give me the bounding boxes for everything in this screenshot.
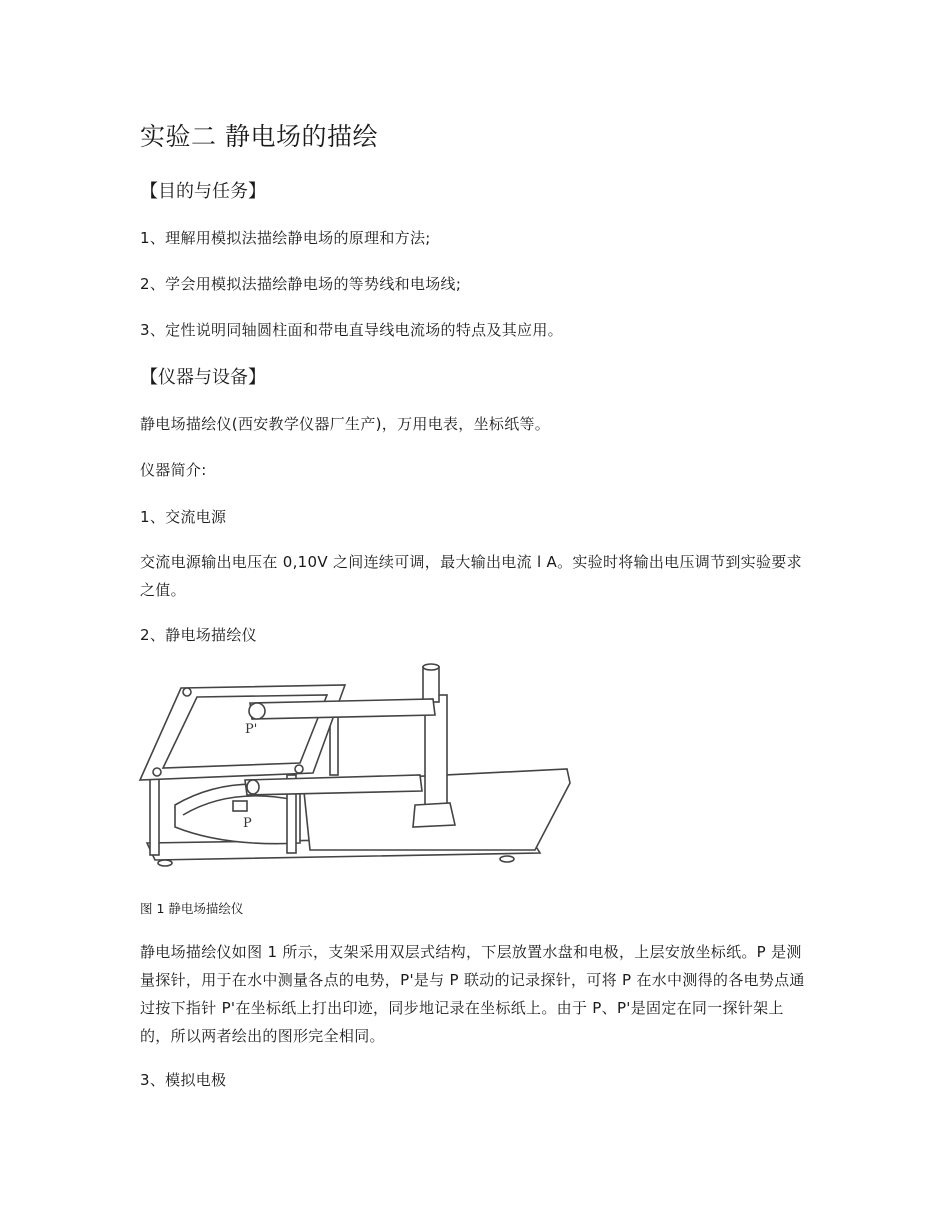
- item-2-text: 静电场描绘仪如图 1 所示，支架采用双层式结构，下层放置水盘和电极，上层安放坐标纸。P 是测量探针，用于在水中测量各点的电势，P'是与 P 联动的记录探针，可将 P 在水中测得的各电势点通过按下指针 P'在坐标纸上打出印迹，同步地记录在坐标纸上。由于 P、P'是固定在同一探针架上的，所以两者绘出的图形完全相同。: [140, 943, 805, 1045]
- intro-label: 仪器简介:: [140, 461, 207, 479]
- upper-probe-holder: [249, 703, 265, 719]
- column-knob: [423, 667, 439, 702]
- equipment-text: 静电场描绘仪(西安教学仪器厂生产)，万用电表，坐标纸等。: [140, 415, 551, 433]
- purpose-item-2: 2、学会用模拟法描绘静电场的等势线和电场线;: [140, 275, 462, 293]
- frame-screw: [153, 768, 161, 776]
- apparatus-figure: [135, 655, 580, 880]
- frame-screw: [295, 765, 303, 773]
- item-3-title: 3、模拟电极: [140, 1071, 227, 1089]
- upper-probe-arm: [250, 699, 435, 719]
- item-2-title: 2、静电场描绘仪: [140, 626, 257, 644]
- lower-probe-arm: [245, 775, 422, 795]
- probe-label-upper: P': [245, 722, 258, 737]
- page-title: 实验二 静电场的描绘: [140, 122, 378, 151]
- frame-screw: [183, 688, 191, 696]
- section-heading-equipment: 【仪器与设备】: [140, 367, 266, 388]
- purpose-item-3: 3、定性说明同轴圆柱面和带电直导线电流场的特点及其应用。: [140, 321, 563, 339]
- item-1-title: 1、交流电源: [140, 508, 227, 526]
- column-knob-top: [423, 664, 439, 670]
- section-heading-purpose: 【目的与任务】: [140, 181, 266, 202]
- base-foot: [158, 860, 172, 866]
- item-1-text: 交流电源输出电压在 0,10V 之间连续可调，最大输出电流 l A。实验时将输出电压调节到实验要求之值。: [140, 553, 802, 599]
- probe-label-lower: P: [243, 816, 252, 831]
- lower-probe-tip: [233, 801, 247, 811]
- figure-caption: 图 1 静电场描绘仪: [140, 901, 244, 916]
- purpose-item-1: 1、理解用模拟法描绘静电场的原理和方法;: [140, 229, 431, 247]
- base-foot: [500, 856, 514, 862]
- column-base: [413, 803, 455, 827]
- frame-leg: [150, 775, 159, 855]
- lower-probe-holder: [247, 780, 259, 794]
- apparatus-drawing: [135, 655, 580, 880]
